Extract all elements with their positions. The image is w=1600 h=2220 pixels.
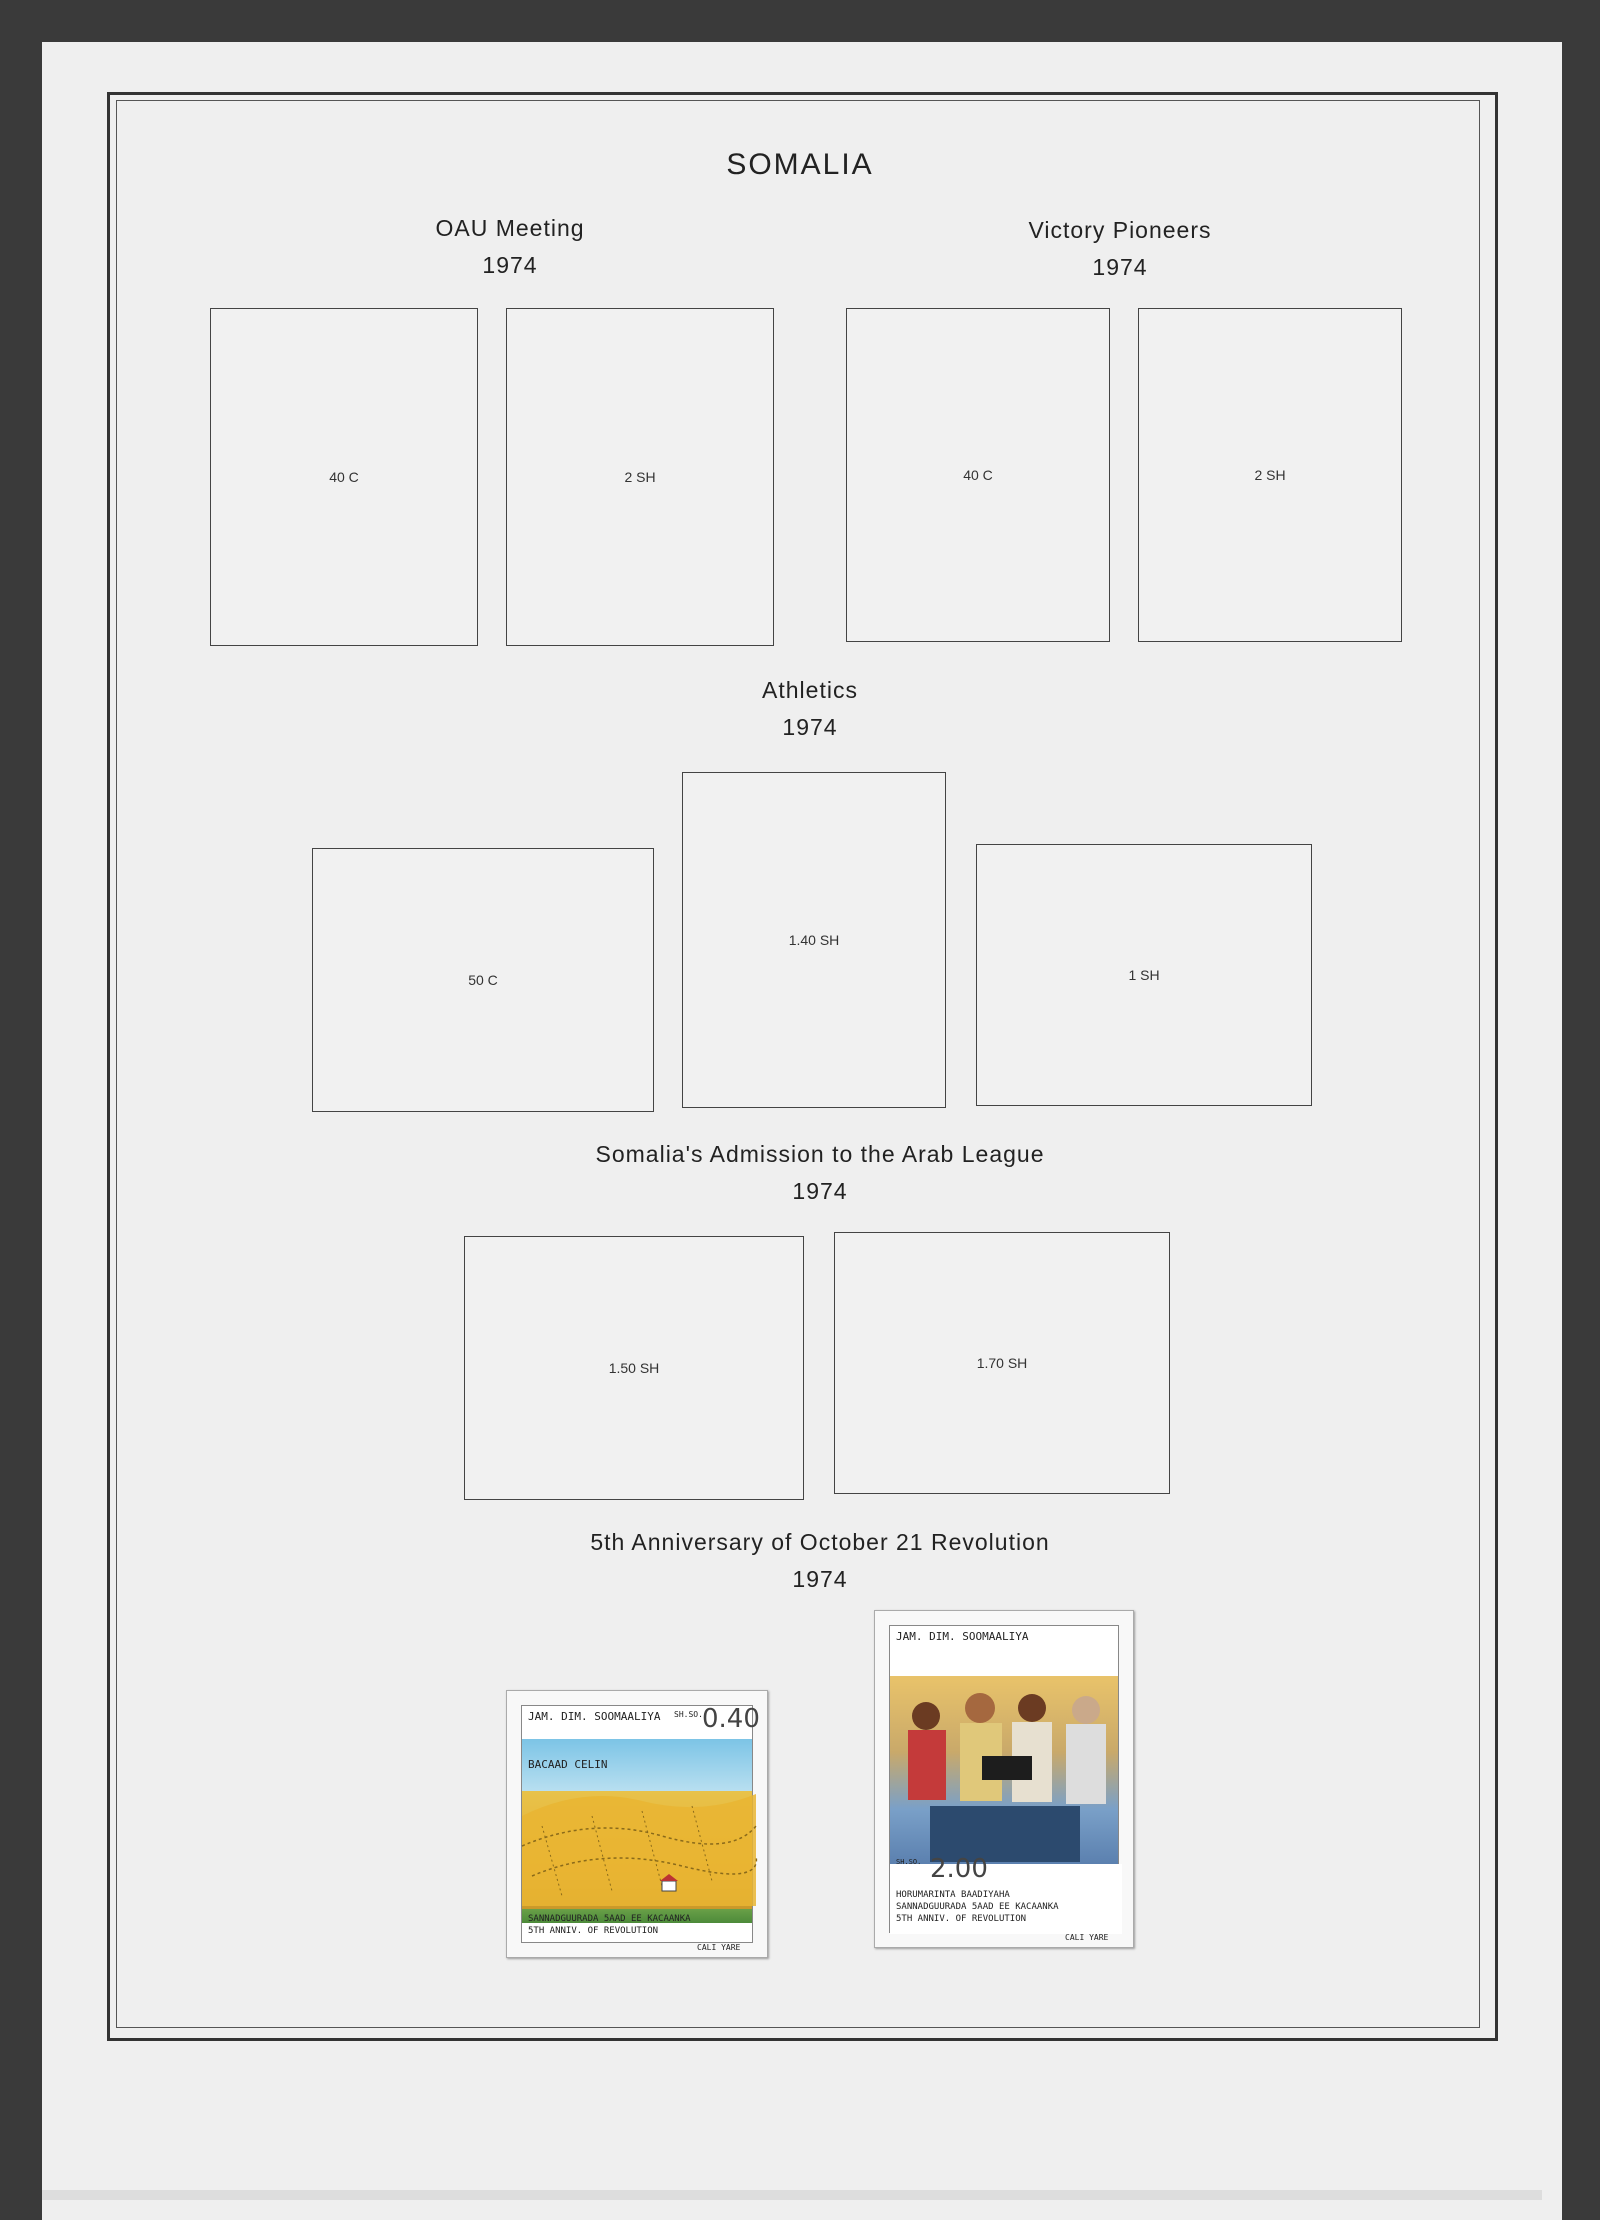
stamp-header: JAM. DIM. SOOMAALIYA bbox=[896, 1630, 1029, 1643]
section-year: 1974 bbox=[1092, 254, 1148, 280]
section-heading-revolution bbox=[480, 1524, 1160, 1598]
stamp-slot[interactable]: 1 SH bbox=[976, 844, 1312, 1106]
section-year: 1974 bbox=[782, 714, 838, 740]
section-heading-arab bbox=[500, 1136, 1140, 1210]
page-title: SOMALIA bbox=[726, 148, 874, 181]
section-title: 5th Anniversary of October 21 Revolution bbox=[590, 1529, 1050, 1555]
stamp-footer-1: SANNADGUURADA 5AAD EE KACAANKA bbox=[528, 1914, 691, 1924]
page-edge bbox=[42, 2190, 1542, 2200]
section-year: 1974 bbox=[482, 252, 538, 278]
stamp-caption: BACAAD CELIN bbox=[528, 1758, 608, 1771]
stamp-slot[interactable]: 50 C bbox=[312, 848, 654, 1112]
section-year: 1974 bbox=[792, 1566, 848, 1592]
stamp-bacaad-celin[interactable] bbox=[506, 1690, 768, 1958]
stamp-currency: SH.SO. bbox=[674, 1710, 703, 1719]
stamp-currency: SH.SO. bbox=[896, 1858, 922, 1866]
stamp-slot[interactable]: 1.70 SH bbox=[834, 1232, 1170, 1494]
dunes-illustration bbox=[522, 1706, 756, 1946]
stamp-footer-0: HORUMARINTA BAADIYAHA bbox=[896, 1890, 1010, 1900]
stamp-footer-2: 5TH ANNIV. OF REVOLUTION bbox=[528, 1926, 659, 1936]
section-heading-oau bbox=[340, 210, 680, 284]
section-title: Victory Pioneers bbox=[1028, 217, 1212, 243]
stamp-artwork bbox=[521, 1704, 760, 1943]
stamp-footer-1: SANNADGUURADA 5AAD EE KACAANKA bbox=[896, 1902, 1059, 1912]
stamp-horumarinta[interactable] bbox=[874, 1610, 1134, 1948]
section-year: 1974 bbox=[792, 1178, 848, 1204]
stamp-slot[interactable]: 40 C bbox=[846, 308, 1110, 642]
stamp-value: 2.00 bbox=[930, 1854, 988, 1884]
stamp-slot[interactable]: 2 SH bbox=[506, 308, 774, 646]
stamp-footer-2: 5TH ANNIV. OF REVOLUTION bbox=[896, 1914, 1027, 1924]
section-title: OAU Meeting bbox=[435, 215, 585, 241]
stamp-header: JAM. DIM. SOOMAALIYA bbox=[528, 1710, 661, 1723]
stamp-artist: CALI YARE bbox=[1065, 1933, 1109, 1942]
stamp-slot[interactable]: 2 SH bbox=[1138, 308, 1402, 642]
stamp-slot[interactable]: 1.40 SH bbox=[682, 772, 946, 1108]
section-title: Somalia's Admission to the Arab League bbox=[595, 1141, 1045, 1167]
stamp-slot[interactable]: 40 C bbox=[210, 308, 478, 646]
stamp-artwork bbox=[889, 1625, 1119, 1933]
stamp-artist: CALI YARE bbox=[697, 1943, 741, 1952]
stamp-slot[interactable]: 1.50 SH bbox=[464, 1236, 804, 1500]
section-title: Athletics bbox=[762, 677, 858, 703]
stamp-value: 0.40 bbox=[702, 1704, 760, 1734]
section-heading-victory bbox=[950, 212, 1290, 286]
section-heading-athletics bbox=[640, 672, 980, 746]
